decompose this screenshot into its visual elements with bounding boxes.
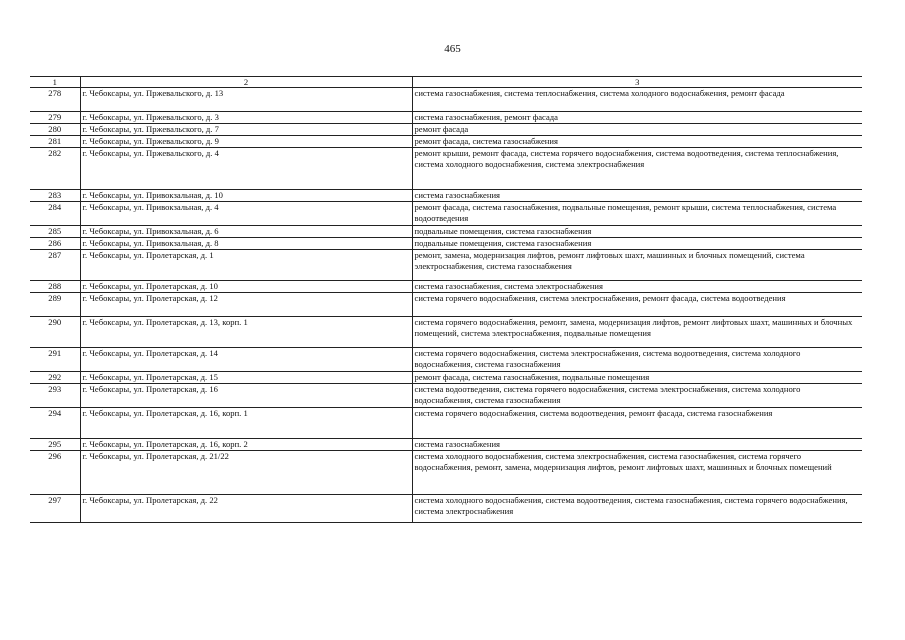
row-address: г. Чебоксары, ул. Пржевальского, д. 9 xyxy=(80,136,412,148)
table-header-row xyxy=(30,77,862,88)
row-works: система газоснабжения xyxy=(412,190,862,202)
row-address: г. Чебоксары, ул. Пролетарская, д. 16, корп. 2 xyxy=(80,439,412,451)
row-address: г. Чебоксары, ул. Пролетарская, д. 16 xyxy=(80,384,412,408)
row-number: 285 xyxy=(30,226,80,238)
row-number: 281 xyxy=(30,136,80,148)
table-row xyxy=(30,202,862,226)
row-number: 286 xyxy=(30,238,80,250)
row-number: 293 xyxy=(30,384,80,408)
row-address: г. Чебоксары, ул. Пролетарская, д. 1 xyxy=(80,250,412,281)
table-row xyxy=(30,281,862,293)
column-header-works: 3 xyxy=(412,77,862,88)
row-address: г. Чебоксары, ул. Пржевальского, д. 13 xyxy=(80,88,412,112)
table-row xyxy=(30,372,862,384)
row-works: система горячего водоснабжения, система водоотведения, ремонт фасада, система газоснабжения xyxy=(412,408,862,439)
row-number: 280 xyxy=(30,124,80,136)
row-works: система холодного водоснабжения, система электроснабжения, система газоснабжения, система горячего водоснабжения, ремонт, замена, модернизация лифтов, ремонт лифтовых шахт, машинных и блочных помещений xyxy=(412,451,862,495)
row-number: 288 xyxy=(30,281,80,293)
row-number: 290 xyxy=(30,317,80,348)
table-row xyxy=(30,136,862,148)
row-number: 278 xyxy=(30,88,80,112)
row-address: г. Чебоксары, ул. Пржевальского, д. 4 xyxy=(80,148,412,190)
row-works: подвальные помещения, система газоснабжения xyxy=(412,238,862,250)
row-address: г. Чебоксары, ул. Пролетарская, д. 14 xyxy=(80,348,412,372)
row-address: г. Чебоксары, ул. Привокзальная, д. 6 xyxy=(80,226,412,238)
row-number: 283 xyxy=(30,190,80,202)
row-address: г. Чебоксары, ул. Пржевальского, д. 3 xyxy=(80,112,412,124)
table-row xyxy=(30,88,862,112)
row-works: ремонт фасада xyxy=(412,124,862,136)
row-address: г. Чебоксары, ул. Пролетарская, д. 12 xyxy=(80,293,412,317)
table-row xyxy=(30,495,862,523)
table-row xyxy=(30,293,862,317)
row-address: г. Чебоксары, ул. Пржевальского, д. 7 xyxy=(80,124,412,136)
row-address: г. Чебоксары, ул. Пролетарская, д. 21/22 xyxy=(80,451,412,495)
table-row xyxy=(30,317,862,348)
table-row xyxy=(30,439,862,451)
row-number: 292 xyxy=(30,372,80,384)
row-works: система газоснабжения, ремонт фасада xyxy=(412,112,862,124)
row-works: система газоснабжения, система теплоснабжения, система холодного водоснабжения, ремонт фасада xyxy=(412,88,862,112)
row-works: ремонт крыши, ремонт фасада, система горячего водоснабжения, система водоотведения, система теплоснабжения, система холодного водоснабжения, система электроснабжения xyxy=(412,148,862,190)
row-address: г. Чебоксары, ул. Пролетарская, д. 16, корп. 1 xyxy=(80,408,412,439)
row-works: система горячего водоснабжения, система электроснабжения, ремонт фасада, система водоотведения xyxy=(412,293,862,317)
table-row xyxy=(30,250,862,281)
table-row xyxy=(30,124,862,136)
row-works: ремонт фасада, система газоснабжения, подвальные помещения, ремонт крыши, система теплоснабжения, система водоотведения xyxy=(412,202,862,226)
row-address: г. Чебоксары, ул. Привокзальная, д. 10 xyxy=(80,190,412,202)
row-works: подвальные помещения, система газоснабжения xyxy=(412,226,862,238)
row-address: г. Чебоксары, ул. Пролетарская, д. 10 xyxy=(80,281,412,293)
table-row xyxy=(30,112,862,124)
row-works: система горячего водоснабжения, система электроснабжения, система водоотведения, система холодного водоснабжения, система газоснабжения xyxy=(412,348,862,372)
row-works: система горячего водоснабжения, ремонт, замена, модернизация лифтов, ремонт лифтовых шахт, машинных и блочных помещений, система электроснабжения, подвальные помещения xyxy=(412,317,862,348)
row-address: г. Чебоксары, ул. Пролетарская, д. 15 xyxy=(80,372,412,384)
row-address: г. Чебоксары, ул. Пролетарская, д. 13, корп. 1 xyxy=(80,317,412,348)
row-number: 279 xyxy=(30,112,80,124)
row-works: система газоснабжения, система электроснабжения xyxy=(412,281,862,293)
table-row xyxy=(30,190,862,202)
row-number: 284 xyxy=(30,202,80,226)
table-row xyxy=(30,384,862,408)
row-number: 289 xyxy=(30,293,80,317)
row-works: система водоотведения, система горячего водоснабжения, система электроснабжения, система холодного водоснабжения, система газоснабжения xyxy=(412,384,862,408)
row-number: 282 xyxy=(30,148,80,190)
column-header-address: 2 xyxy=(80,77,412,88)
row-works: ремонт фасада, система газоснабжения, подвальные помещения xyxy=(412,372,862,384)
row-number: 297 xyxy=(30,495,80,523)
row-number: 291 xyxy=(30,348,80,372)
registry-table xyxy=(30,76,862,523)
table-row xyxy=(30,148,862,190)
row-number: 295 xyxy=(30,439,80,451)
row-works: система холодного водоснабжения, система водоотведения, система газоснабжения, система горячего водоснабжения, система электроснабжения xyxy=(412,495,862,523)
table-row xyxy=(30,348,862,372)
row-number: 287 xyxy=(30,250,80,281)
table-row xyxy=(30,408,862,439)
row-number: 294 xyxy=(30,408,80,439)
row-address: г. Чебоксары, ул. Привокзальная, д. 4 xyxy=(80,202,412,226)
row-address: г. Чебоксары, ул. Пролетарская, д. 22 xyxy=(80,495,412,523)
column-header-number: 1 xyxy=(30,77,80,88)
table-row xyxy=(30,451,862,495)
row-works: система газоснабжения xyxy=(412,439,862,451)
row-number: 296 xyxy=(30,451,80,495)
row-works: ремонт, замена, модернизация лифтов, ремонт лифтовых шахт, машинных и блочных помещений, система электроснабжения, система газоснабжения xyxy=(412,250,862,281)
table-row xyxy=(30,226,862,238)
row-works: ремонт фасада, система газоснабжения xyxy=(412,136,862,148)
row-address: г. Чебоксары, ул. Привокзальная, д. 8 xyxy=(80,238,412,250)
table-row xyxy=(30,238,862,250)
page-number: 465 xyxy=(444,43,461,55)
